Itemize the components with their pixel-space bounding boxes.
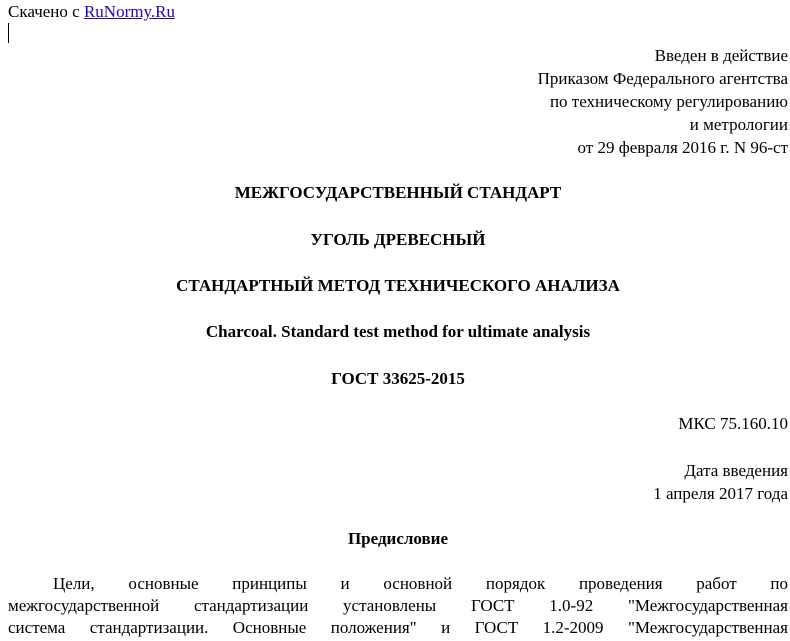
introduction-date-value: 1 апреля 2017 года <box>653 484 788 503</box>
paragraph-line: Цели, основные принципы и основной порядок проведения работ по <box>53 574 788 593</box>
standard-kind: МЕЖГОСУДАРСТВЕННЫЙ СТАНДАРТ <box>234 183 562 202</box>
enactment-line: Введен в действие <box>654 46 788 65</box>
introduction-date-label: Дата введения <box>684 461 788 480</box>
text-cursor <box>8 23 9 43</box>
foreword-paragraph <box>8 573 788 639</box>
source-prefix: Скачено с <box>8 2 80 21</box>
source-link[interactable]: RuNormy.Ru <box>83 2 175 21</box>
enactment-line: по техническому регулированию <box>549 92 788 111</box>
source-line <box>8 2 175 22</box>
enactment-line: Приказом Федерального агентства <box>537 69 788 88</box>
standard-name: УГОЛЬ ДРЕВЕСНЫЙ <box>310 230 486 249</box>
standard-english-title: Charcoal. Standard test method for ultimate analysis <box>205 322 591 341</box>
standard-subtitle: СТАНДАРТНЫЙ МЕТОД ТЕХНИЧЕСКОГО АНАЛИЗА <box>176 276 620 295</box>
paragraph-line: система стандартизации. Основные положения" и ГОСТ 1.2-2009 "Межгосударственная <box>8 618 788 637</box>
standard-code: ГОСТ 33625-2015 <box>331 369 465 388</box>
enactment-block <box>538 44 788 159</box>
enactment-line: от 29 февраля 2016 г. N 96-ст <box>577 138 788 157</box>
paragraph-line: межгосударственной стандартизации установлены ГОСТ 1.0-92 "Межгосударственная <box>8 596 788 615</box>
introduction-date-block <box>653 459 788 505</box>
mks-code: МКС 75.160.10 <box>678 414 788 433</box>
enactment-line: и метрологии <box>689 115 788 134</box>
foreword-heading: Предисловие <box>347 529 449 548</box>
